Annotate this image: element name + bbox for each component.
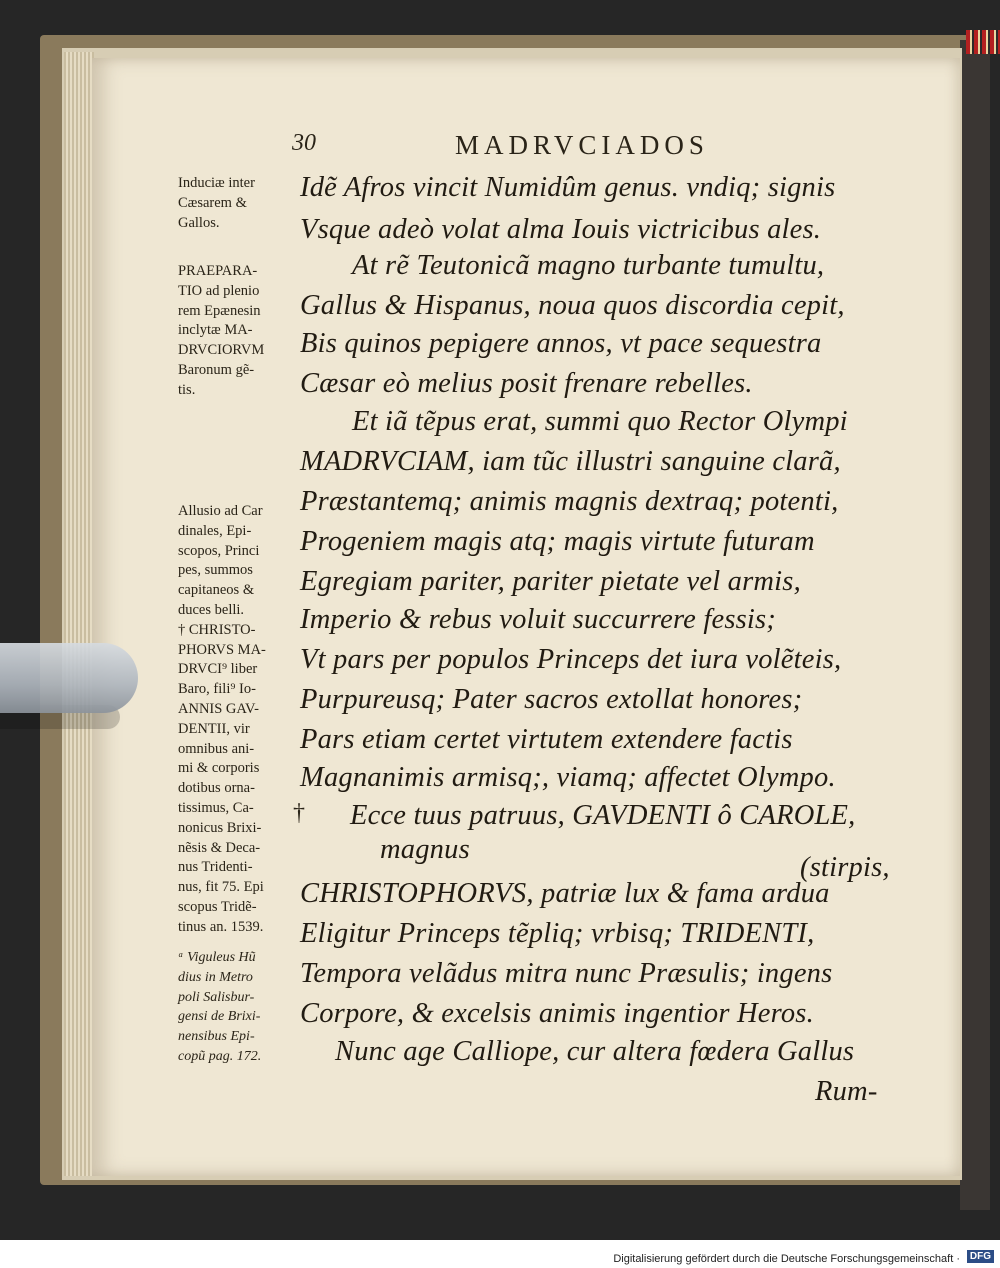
margin-line: dinales, Epi-: [178, 522, 252, 539]
margin-line: Cæsarem &: [178, 194, 247, 211]
verse-line: magnus: [380, 834, 470, 865]
verse-line: MADRVCIAM, iam tũc illustri sanguine clarã,: [300, 446, 841, 477]
margin-note-praeparatio: [178, 262, 288, 401]
margin-note-citation: [178, 948, 288, 1067]
dagger-mark: †: [293, 800, 305, 826]
running-head: MADRVCIADOS: [455, 130, 709, 160]
margin-line: DENTII, vir: [178, 720, 250, 737]
dfg-logo: DFG: [967, 1250, 994, 1263]
margin-line: PRAEPARA-: [178, 263, 258, 279]
verse-line: Corpore, & excelsis animis ingentior Heros.: [300, 998, 814, 1029]
margin-line: Gallos.: [178, 214, 220, 231]
margin-line: tinus an. 1539.: [178, 918, 264, 935]
verse-line: At rẽ Teutonicã magno turbante tumultu,: [352, 250, 825, 281]
verse-line: CHRISTOPHORVS, patriæ lux & fama ardua: [300, 878, 830, 909]
verse-line: Progeniem magis atq; magis virtute futuram: [300, 526, 815, 557]
verse-line: Nunc age Calliope, cur altera fœdera Gallus: [335, 1036, 855, 1067]
bookmark-ribbon: [966, 30, 1000, 54]
verse-line: Gallus & Hispanus, noua quos discordia cepit,: [300, 290, 845, 321]
margin-line: nonicus Brixi-: [178, 819, 262, 836]
margin-line: nẽsis & Deca-: [178, 839, 261, 856]
verse-line: Magnanimis armisq;, viamq; affectet Olympo.: [300, 762, 836, 793]
margin-line: TIO ad plenio: [178, 282, 260, 299]
margin-line: ANNIS GAV-: [178, 700, 259, 717]
margin-line: copũ pag. 172.: [178, 1048, 262, 1064]
margin-line: Induciæ inter: [178, 175, 255, 191]
margin-line: scopus Tridẽ-: [178, 898, 257, 915]
margin-line: tis.: [178, 381, 196, 398]
verse-line: Ecce tuus patruus, GAVDENTI ô CAROLE,: [350, 800, 856, 831]
margin-note-allusio: [178, 502, 288, 938]
margin-line: mi & corporis: [178, 760, 260, 777]
margin-line: inclytæ MA-: [178, 322, 253, 339]
verse-line: Imperio & rebus voluit succurrere fessis;: [300, 604, 777, 635]
verse-line: Pars etiam certet virtutem extendere factis: [300, 724, 793, 755]
margin-line: duces belli.: [178, 601, 245, 618]
margin-line: Allusio ad Car: [178, 503, 263, 519]
margin-line: nus, fit 75. Epi: [178, 879, 264, 896]
margin-line: DRVCIORVM: [178, 342, 265, 359]
verse-line: Tempora velãdus mitra nunc Præsulis; ingens: [300, 958, 833, 989]
page-number: 30: [292, 130, 316, 156]
margin-line: dius in Metro: [178, 969, 253, 985]
verse-line: Eligitur Princeps tẽpliq; vrbisq; TRIDENTI,: [300, 918, 815, 949]
page-edges: [64, 52, 94, 1176]
margin-line: Baro, fili⁹ Io-: [178, 681, 256, 698]
margin-line: tissimus, Ca-: [178, 799, 254, 816]
verse-line: Cæsar eò melius posit frenare rebelles.: [300, 368, 753, 399]
verse-line: (stirpis,: [800, 852, 890, 883]
margin-line: rem Epænesin: [178, 302, 261, 319]
funding-notice: Digitalisierung gefördert durch die Deutsche Forschungsgemeinschaft ·: [613, 1253, 960, 1265]
margin-line: dotibus orna-: [178, 780, 255, 797]
margin-line: † CHRISTO-: [178, 621, 256, 638]
margin-line: omnibus ani-: [178, 740, 255, 757]
margin-line: scopos, Princi: [178, 542, 260, 559]
verse-line: Et iã tẽpus erat, summi quo Rector Olympi: [352, 406, 848, 437]
margin-line: capitaneos &: [178, 582, 255, 599]
margin-line: poli Salisbur-: [178, 989, 255, 1005]
verse-line: Præstantemq; animis magnis dextraq; potenti,: [300, 486, 839, 517]
catchword: Rum-: [815, 1076, 878, 1107]
margin-line: nus Tridenti-: [178, 859, 253, 876]
verse-line: Egregiam pariter, pariter pietate vel armis,: [300, 566, 801, 597]
margin-line: pes, summos: [178, 562, 253, 579]
margin-note-truce: [178, 174, 288, 233]
margin-line: PHORVS MA-: [178, 641, 266, 658]
margin-line: nensibus Epi-: [178, 1029, 255, 1045]
margin-line: DRVCI⁹ liber: [178, 661, 258, 678]
verse-line: Vsque adeò volat alma Iouis victricibus ales.: [300, 214, 822, 245]
book-spine-edge: [960, 40, 990, 1210]
margin-line: Baronum gẽ-: [178, 361, 255, 378]
margin-line: gensi de Brixi-: [178, 1009, 261, 1025]
margin-line: ᵃ Viguleus Hũ: [178, 950, 256, 965]
verse-line: Idẽ Afros vincit Numidûm genus. vndiq; signis: [300, 172, 836, 203]
page-holder-pointer: [0, 643, 138, 713]
verse-line: Vt pars per populos Princeps det iura volẽteis,: [300, 644, 842, 675]
verse-line: Bis quinos pepigere annos, vt pace sequestra: [300, 328, 822, 359]
verse-line: Purpureusq; Pater sacros extollat honores;: [300, 684, 803, 715]
